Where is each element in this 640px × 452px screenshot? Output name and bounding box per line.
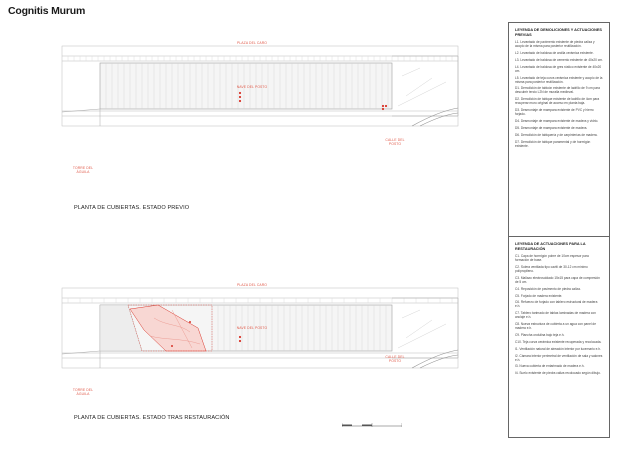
label-nave: NAVE DEL POSTO xyxy=(236,326,268,330)
legend-item: C9. Plancha ondulina bajo teja e.h. xyxy=(515,332,565,337)
legend-item: C7. Tablero tarimado de tablas laminadas de madera con anclaje e.h. xyxy=(515,311,596,320)
plan-caption-restored: PLANTA DE CUBIERTAS. ESTADO TRAS RESTAURACIÓN xyxy=(74,415,230,421)
legend-item: L4. Levantado de baldosa de gres rústico existente de 40x20 cm. xyxy=(515,64,602,73)
roof-plan-previous xyxy=(62,41,458,174)
legend-title: LEYENDA DE ACTUACIONES PARA LA RESTAURACIÓN xyxy=(515,242,586,251)
legend-title: LEYENDA DE DEMOLICIONES Y ACTUACIONES PREVIAS xyxy=(515,28,602,37)
legend-restoration xyxy=(508,236,610,438)
label-torre: TORRE DEL ÁGUILA xyxy=(72,166,94,174)
label-calle: CALLE DEL POSTO xyxy=(385,138,405,146)
legend-item: L5. Levantado de teja curva cerámica existente y acopio de la misma para posterior reutilización. xyxy=(515,75,603,84)
legend-item: C8. Nueva estructura de cubierta a un agua con panel de madera e.h. xyxy=(515,322,596,330)
legend-item: C3. Mallazo electrosoldado 15x15 para capa de compresión de 5 cm. xyxy=(515,275,600,284)
legend-item: D7. Demolición de tabique paramental y de hormigón existente. xyxy=(515,139,591,148)
legend-item: D3. Desmontaje de mampara existente de PVC y hierro forjado. xyxy=(515,108,594,116)
legend-item: I3. Nueva cubierta de entarimado de madera e.h. xyxy=(515,364,585,369)
legend-item: I1. Ventilación natural de aireación interior por lucernario e.h. xyxy=(515,346,601,351)
label-calle: CALLE DEL POSTO xyxy=(385,355,405,363)
label-placa: PLAZA DEL CARO xyxy=(236,41,268,45)
legend-item: C5. Forjado de madera existente. xyxy=(515,293,563,298)
brand-title: Cognitis Murum xyxy=(8,5,86,17)
legend-item: C2. Solera ventilada tipo caviti de 30-12 cm mínimo polipropileno. xyxy=(515,265,588,273)
legend-item: I4. Suelo existente de piedra caliza recolocado según dibujo. xyxy=(515,371,601,376)
legend-item: L2. Levantado de baldosa de arcilla cerámica existente. xyxy=(515,51,594,55)
legend-item: D4. Desmontaje de mampara existente de madera y vidrio. xyxy=(515,118,599,123)
label-torre: TORRE DEL ÁGUILA xyxy=(72,388,94,396)
roof-plan-restored xyxy=(62,283,458,396)
legend-item: D5. Desmontaje de mampara existente de madera. xyxy=(515,125,588,130)
legend-item: C10. Teja curva cerámica existente recuperada y recolocada. xyxy=(515,339,602,344)
legend-item: D2. Demolición de tabique existente de ladrillo de 4cm para recuperar muro original de acceso en planta baja. xyxy=(515,97,600,106)
legend-item: D6. Demolición de tabiquería y de carpinterías de madera. xyxy=(515,132,598,137)
label-placa: PLAZA DEL CARO xyxy=(236,283,268,287)
legend-item: D1. Demolición de tabicón existente de ladrillo de 9 cm para descubrir tercio L2N de muralla medieval. xyxy=(515,86,600,95)
legend-item: I2. Cámara interior perimetral de ventilación de sala y salones e.h. xyxy=(515,353,603,362)
legend-item: C4. Reposición de pavimento de piedra caliza. xyxy=(515,286,581,291)
plan-caption-previous: PLANTA DE CUBIERTAS. ESTADO PREVIO xyxy=(74,205,190,211)
legend-item: C1. Capa de hormigón pobre de 10cm espesor para formación de base. xyxy=(515,254,589,263)
label-nave: NAVE DEL POSTO xyxy=(236,85,268,89)
scale-bar xyxy=(342,415,402,421)
legend-demolitions xyxy=(508,22,610,246)
legend-item: L3. Levantado de baldosa de cemento existente de 40x20 cm. xyxy=(515,57,603,62)
legend-item: L1. Levantado de pavimento existente de piedra caliza y acopio de la misma para posterior reutilización. xyxy=(515,40,595,49)
legend-item: C6. Refuerzo de forjado con tablero estructural de madera e.h. xyxy=(515,300,598,309)
